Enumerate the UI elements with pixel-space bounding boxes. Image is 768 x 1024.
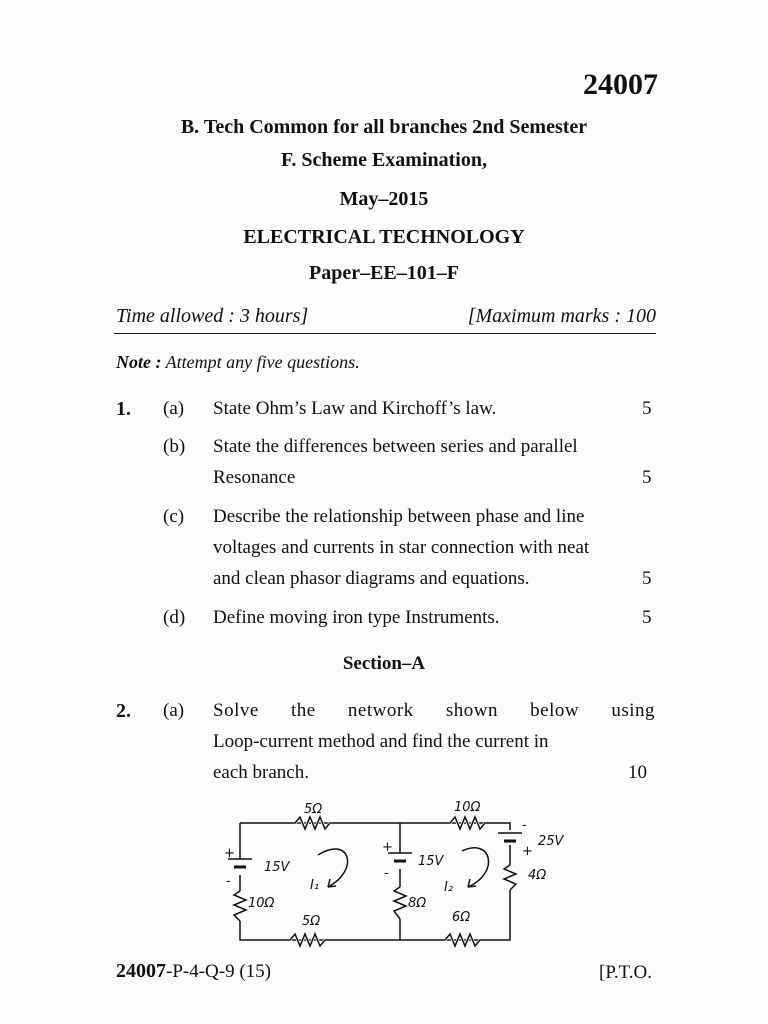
q1d-label: (d) [163,607,186,628]
section-heading: Section–A [342,653,426,674]
label-v-left: 15V [264,860,290,875]
q2a-text-3: each branch. [213,762,309,783]
label-i2: I₂ [444,880,454,895]
q1b-marks: 5 [642,467,652,488]
label-r-top-right: 10Ω [454,800,481,815]
footer-code-rest: -P-4-Q-9 (15) [166,961,272,982]
course-title: B. Tech Common for all branches 2nd Semester [180,116,588,138]
label-r-right: 4Ω [528,868,547,883]
q1d-marks: 5 [642,607,652,628]
q1a-marks: 5 [642,398,652,419]
subject-title: ELECTRICAL TECHNOLOGY [243,226,525,248]
q2a-label: (a) [163,700,185,721]
q1c-label: (c) [163,506,185,527]
svg-text:-: - [226,874,231,889]
question-2-number: 2. [116,700,131,722]
svg-text:+: + [522,844,533,859]
q1a-text: State Ohm’s Law and Kirchoff’s law. [213,398,497,419]
label-r-mid: 8Ω [408,896,427,911]
paper-number: Paper–EE–101–F [309,262,459,284]
label-r-top-left: 5Ω [304,802,323,817]
q1c-text-3: and clean phasor diagrams and equations. [213,568,530,589]
q1a-label: (a) [163,398,185,419]
q1c-marks: 5 [642,568,652,589]
q2a-marks: 10 [628,762,647,783]
time-allowed: Time allowed : 3 hours] [116,305,309,327]
q2a-text-1: Solve the network shown below using [213,700,655,721]
label-r-left: 10Ω [248,896,275,911]
q1b-text-2: Resonance [213,467,296,488]
label-v-mid: 15V [418,854,444,869]
q1d-text: Define moving iron type Instruments. [213,607,500,628]
maximum-marks: [Maximum marks : 100 [467,305,656,327]
q2a-text-2: Loop-current method and find the current in [213,731,549,752]
label-r-bottom-right: 6Ω [452,910,471,925]
footer-code [116,960,271,983]
svg-text:-: - [384,866,389,881]
svg-text:+: + [382,840,393,855]
circuit-diagram [210,795,600,955]
label-r-bottom-left: 5Ω [302,914,321,929]
svg-text:-: - [522,818,527,833]
q1b-label: (b) [163,436,186,457]
note-label: Note : [116,352,162,372]
paper-code: 24007 [583,68,658,101]
q1c-text-2: voltages and currents in star connection with neat [213,537,590,558]
label-v-right: 25V [538,834,564,849]
label-i1: I₁ [310,878,320,893]
question-1-number: 1. [116,398,131,420]
header-rule [114,333,656,334]
note-text: Attempt any five questions. [165,352,360,372]
svg-text:+: + [224,846,235,861]
q1b-text-1: State the differences between series and parallel [213,436,578,457]
scheme-title: F. Scheme Examination, [281,149,487,171]
footer-code-number: 24007 [116,960,166,982]
note [116,352,360,373]
footer-pto: [P.T.O. [599,962,652,983]
q1c-text-1: Describe the relationship between phase and line [213,506,585,527]
exam-date: May–2015 [339,188,429,210]
